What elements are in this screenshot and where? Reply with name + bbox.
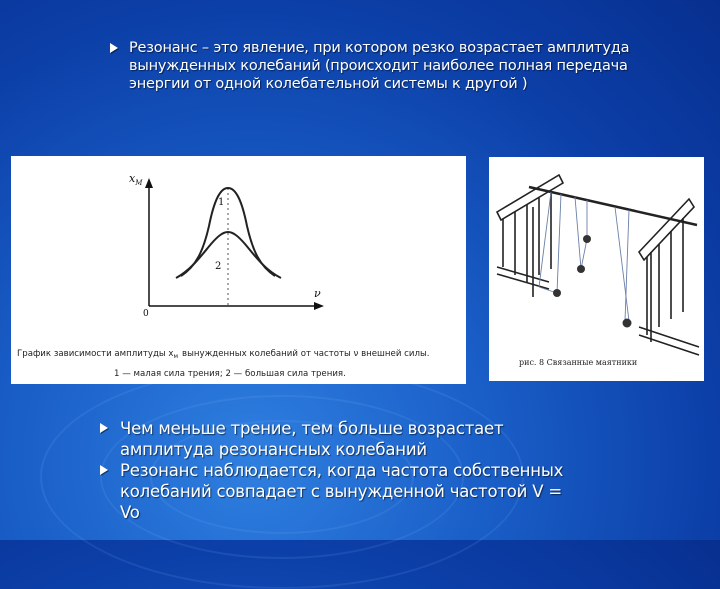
arrow-bullet-icon [100,465,108,475]
arrow-bullet-icon [110,43,118,53]
intro-text: Резонанс – это явление, при котором резко возрастает амплитуда вынужденных колебаний (происходит наиболее полная передача энергии от одной колебательной системы к другой ) [129,40,630,92]
coupled-pendulums-illustration [489,157,704,381]
y-axis-arrow-icon [145,178,153,188]
pendulums-panel [489,157,704,381]
coupling-rod [529,187,697,225]
arrow-bullet-icon [100,423,108,433]
pendulum-strings [539,192,629,321]
intro-bullet [110,39,650,93]
pendulums-caption: рис. 8 Связанные маятники [519,358,638,367]
point-2-bullet [100,460,580,523]
pendulum-bob [623,319,632,328]
point-1-bullet [100,418,580,460]
point-1-text: Чем меньше трение, тем больше возрастает амплитуда резонансных колебаний [120,419,504,459]
origin-label: 0 [143,309,149,319]
resonance-graph [11,156,466,384]
curve-1-label: 1 [218,197,225,208]
pendulum-bob [577,265,585,273]
pendulum-bob [583,235,591,243]
graph-caption-line2: 1 — малая сила трения; 2 — большая сила трения. [114,369,346,379]
y-axis-label: $x_M$ [129,172,143,187]
graph-caption-line1: График зависимости амплитуды $x_м$ вынужденных колебаний от частоты ν внешней силы. [17,349,430,360]
x-axis-arrow-icon [314,302,324,310]
resonance-graph-panel [11,156,466,384]
x-axis-label: ν [314,287,321,300]
point-2-text: Резонанс наблюдается, когда частота собственных колебаний совпадает с вынужденной частотой V = Vo [120,461,564,522]
pendulum-bob [553,289,561,297]
curve-2-label: 2 [215,261,222,272]
